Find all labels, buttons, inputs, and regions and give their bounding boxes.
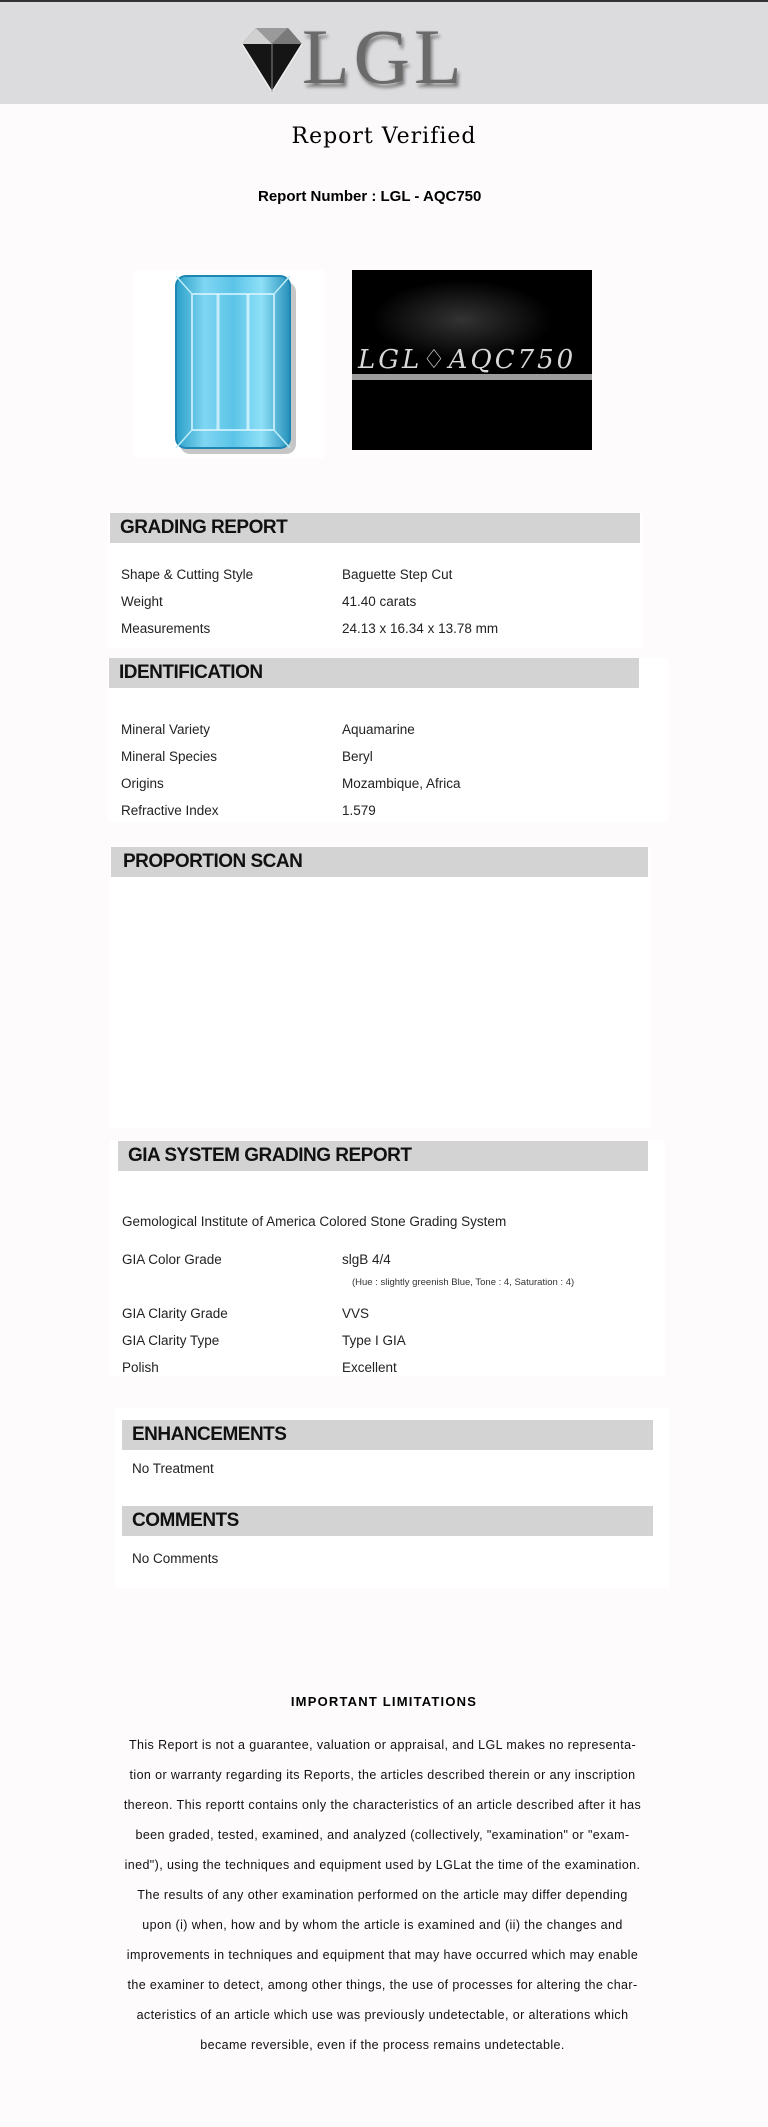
shape-value: Baguette Step Cut [342, 567, 453, 582]
limitations-line: the examiner to detect, among other things, the use of processes for altering the char- [127, 1978, 638, 1992]
limitations-line: acteristics of an article which use was previously undetectable, or alterations which [136, 2008, 629, 2022]
limitations-line: tion or warranty regarding its Reports, the articles described therein or any inscription [129, 1768, 636, 1782]
gia-clarity-grade-label: GIA Clarity Grade [122, 1306, 228, 1321]
measurements-label: Measurements [121, 621, 211, 636]
gia-clarity-type-label: GIA Clarity Type [122, 1333, 220, 1348]
gia-color-grade-label: GIA Color Grade [122, 1252, 222, 1267]
gia-clarity-type-value: Type I GIA [342, 1333, 406, 1348]
refractive-index-value: 1.579 [342, 803, 376, 818]
gia-color-grade-note: (Hue : slightly greenish Blue, Tone : 4, Saturation : 4) [352, 1277, 575, 1288]
report-number: Report Number : LGL - AQC750 [258, 188, 482, 205]
limitations-line: ined"), using the techniques and equipment used by LGLat the time of the examination. [124, 1858, 641, 1872]
proportion-scan-header: PROPORTION SCAN [111, 847, 648, 877]
gia-report-header: GIA SYSTEM GRADING REPORT [118, 1141, 648, 1171]
weight-value: 41.40 carats [342, 594, 417, 609]
diamond-icon [232, 22, 312, 98]
limitations-line: upon (i) when, how and by whom the article is examined and (ii) the changes and [142, 1918, 623, 1932]
logo-text: LGL [302, 13, 466, 100]
limitations-line: This Report is not a guarantee, valuation or appraisal, and LGL makes no representa- [128, 1738, 637, 1752]
inscription-text: LGL♢AQC750 [358, 345, 577, 375]
laser-inscription-photo [352, 270, 592, 450]
gemstone-photo [134, 270, 324, 458]
header-banner [0, 2, 768, 104]
enhancements-text: No Treatment [132, 1461, 214, 1476]
gia-color-grade-value: slgB 4/4 [342, 1252, 391, 1267]
origins-value: Mozambique, Africa [342, 776, 461, 791]
comments-header: COMMENTS [122, 1506, 653, 1536]
limitations-title: IMPORTANT LIMITATIONS [290, 1694, 478, 1709]
mineral-species-value: Beryl [342, 749, 373, 764]
limitations-line: The results of any other examination performed on the article may differ depending [137, 1888, 628, 1902]
mineral-variety-value: Aquamarine [342, 722, 415, 737]
gia-system-subtitle: Gemological Institute of America Colored Stone Grading System [122, 1214, 507, 1229]
measurements-value: 24.13 x 16.34 x 13.78 mm [342, 621, 499, 636]
mineral-variety-label: Mineral Variety [121, 722, 211, 737]
polish-label: Polish [122, 1360, 159, 1375]
grading-report-header: GRADING REPORT [110, 513, 640, 543]
weight-label: Weight [121, 594, 163, 609]
limitations-line: thereon. This reportt contains only the characteristics of an article described after it has [123, 1798, 642, 1812]
limitations-line: improvements in techniques and equipment that may have occurred which may enable [126, 1948, 639, 1962]
gia-clarity-grade-value: VVS [342, 1306, 370, 1321]
proportion-scan-panel [110, 848, 650, 1128]
mineral-species-label: Mineral Species [121, 749, 218, 764]
refractive-index-label: Refractive Index [121, 803, 219, 818]
lgl-logo [232, 13, 492, 100]
polish-value: Excellent [342, 1360, 397, 1375]
limitations-line: became reversible, even if the process remains undetectable. [200, 2038, 565, 2052]
comments-text: No Comments [132, 1551, 219, 1566]
page-title: Report Verified [291, 124, 477, 149]
limitations-line: been graded, tested, examined, and analyzed (collectively, "examination" or "exam- [135, 1828, 630, 1842]
enhancements-header: ENHANCEMENTS [122, 1420, 653, 1450]
shape-label: Shape & Cutting Style [121, 567, 254, 582]
identification-header: IDENTIFICATION [109, 658, 639, 688]
origins-label: Origins [121, 776, 164, 791]
